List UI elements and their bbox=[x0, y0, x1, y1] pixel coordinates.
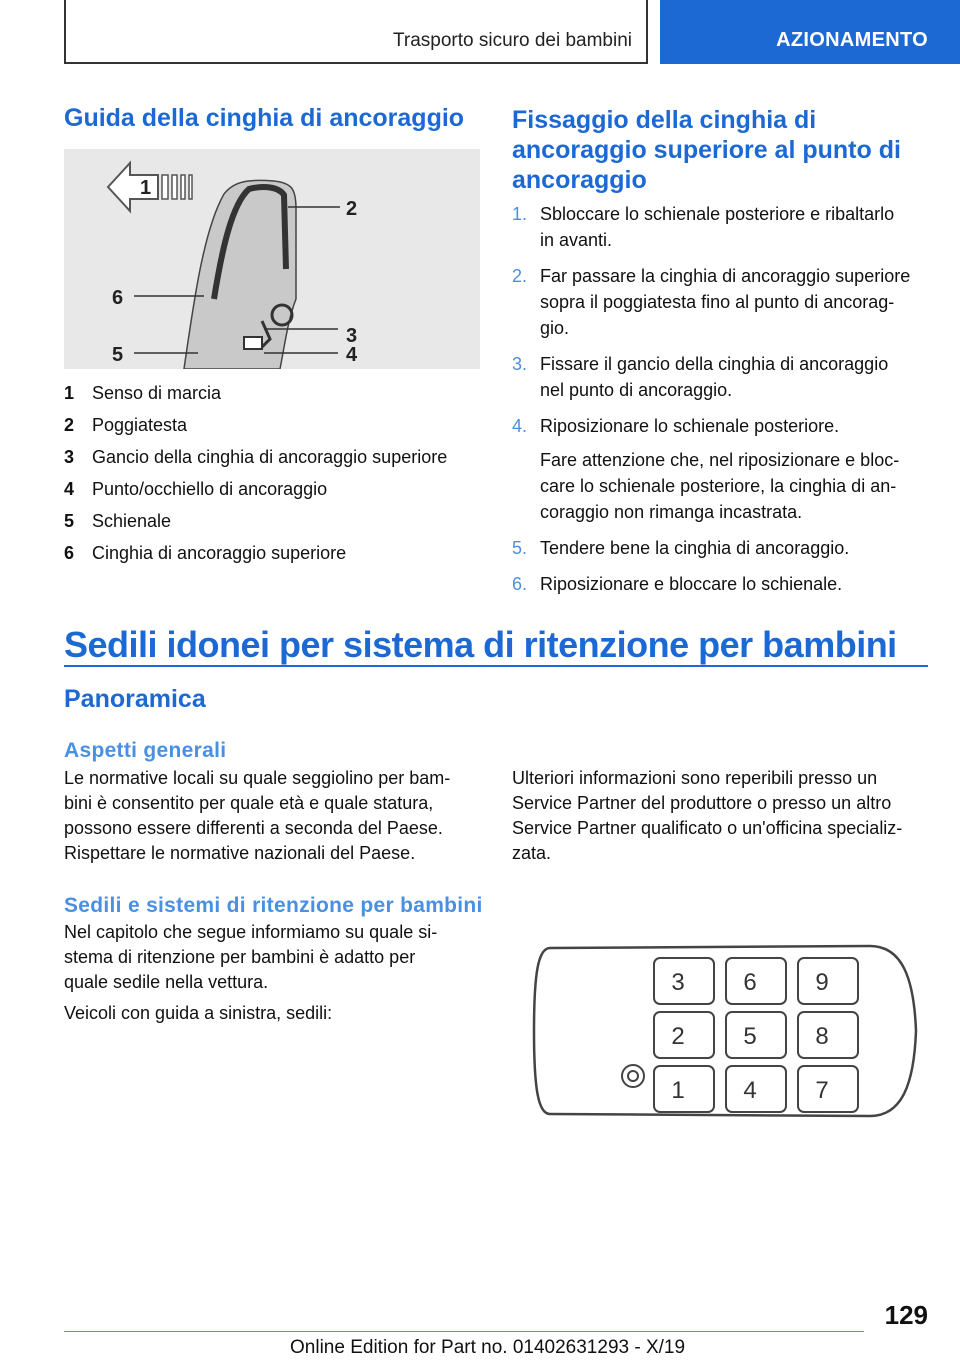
step-num: 1. bbox=[512, 204, 528, 224]
legend-item bbox=[64, 543, 480, 575]
callout-6: 6 bbox=[112, 287, 124, 309]
section-title: Sedili idonei per sistema di ritenzione per bambini bbox=[64, 624, 897, 665]
step-num: 2. bbox=[512, 266, 528, 286]
paragraph-line: bini è consentito per quale età e quale statura, bbox=[64, 793, 434, 813]
paragraph-line: Ulteriori informazioni sono reperibili presso un bbox=[512, 768, 878, 788]
legend-item bbox=[64, 415, 480, 447]
legend-item bbox=[64, 447, 480, 479]
header-chapter-box bbox=[64, 0, 648, 64]
seat-number: 4 bbox=[743, 1077, 757, 1104]
seats-heading: Sedili e sistemi di ritenzione per bambini bbox=[64, 894, 483, 917]
footer-rule bbox=[64, 1331, 864, 1332]
paragraph-line: Rispettare le normative nazionali del Paese. bbox=[64, 843, 416, 863]
callout-1: 1 bbox=[140, 177, 152, 199]
legend-num: 5 bbox=[64, 511, 75, 531]
fixing-heading-line: ancoraggio bbox=[512, 166, 647, 194]
legend-item bbox=[64, 383, 480, 415]
step-num: 4. bbox=[512, 416, 528, 436]
general-heading: Aspetti generali bbox=[64, 739, 227, 762]
step-item bbox=[512, 413, 932, 525]
seat-number: 1 bbox=[671, 1077, 685, 1104]
step-text: gio. bbox=[540, 318, 570, 338]
section-title-rule bbox=[64, 665, 928, 667]
step-item bbox=[512, 351, 932, 403]
legend-text: Gancio della cinghia di ancoraggio superiore bbox=[92, 447, 448, 467]
legend-num: 6 bbox=[64, 543, 75, 563]
step-note-line: Fare attenzione che, nel riposizionare e bloc- bbox=[540, 450, 900, 470]
fixing-steps bbox=[512, 201, 932, 607]
seat-layout-figure bbox=[530, 938, 920, 1124]
step-note bbox=[540, 447, 899, 525]
seat-number: 6 bbox=[743, 969, 757, 996]
general-left-paragraph bbox=[64, 766, 484, 866]
step-item bbox=[512, 201, 932, 253]
seats-lhd-paragraph: Veicoli con guida a sinistra, sedili: bbox=[64, 1003, 333, 1023]
callout-5: 5 bbox=[112, 344, 124, 366]
paragraph-line: quale sedile nella vettura. bbox=[64, 972, 269, 992]
footer-edition: Online Edition for Part no. 01402631293 - X/19 bbox=[290, 1337, 686, 1358]
seat-number: 7 bbox=[815, 1077, 829, 1104]
seat-number: 5 bbox=[743, 1023, 757, 1050]
figure-legend bbox=[64, 383, 480, 575]
paragraph-line: Le normative locali su quale seggiolino per bam- bbox=[64, 768, 451, 788]
step-text: Riposizionare lo schienale posteriore. bbox=[540, 416, 840, 436]
step-text: in avanti. bbox=[540, 230, 613, 250]
step-num: 5. bbox=[512, 538, 528, 558]
legend-text: Senso di marcia bbox=[92, 383, 222, 403]
header-section-tab bbox=[660, 0, 960, 64]
step-item bbox=[512, 535, 932, 561]
seat-layout-illustration bbox=[530, 938, 920, 1124]
seats-paragraph bbox=[64, 920, 484, 995]
fixing-heading-line: ancoraggio superiore al punto di bbox=[512, 136, 901, 164]
callout-4: 4 bbox=[346, 344, 358, 366]
step-num: 6. bbox=[512, 574, 528, 594]
callout-2: 2 bbox=[346, 198, 358, 220]
step-note-line: coraggio non rimanga incastrata. bbox=[540, 502, 803, 522]
legend-num: 4 bbox=[64, 479, 75, 499]
step-text: Riposizionare e bloccare lo schienale. bbox=[540, 574, 843, 594]
section-label: AZIONAMENTO bbox=[776, 29, 928, 51]
paragraph-line: Service Partner del produttore o presso un altro bbox=[512, 793, 892, 813]
chapter-title: Trasporto sicuro dei bambini bbox=[392, 30, 632, 51]
legend-num: 1 bbox=[64, 383, 75, 403]
seat-number: 2 bbox=[671, 1023, 685, 1050]
paragraph-line: Nel capitolo che segue informiamo su quale si- bbox=[64, 922, 438, 942]
step-text: Sbloccare lo schienale posteriore e ribaltarlo bbox=[540, 204, 895, 224]
fixing-heading bbox=[512, 105, 932, 195]
step-text: Tendere bene la cinghia di ancoraggio. bbox=[540, 538, 850, 558]
legend-num: 3 bbox=[64, 447, 75, 467]
general-right-paragraph bbox=[512, 766, 932, 866]
legend-item bbox=[64, 511, 480, 543]
legend-num: 2 bbox=[64, 415, 75, 435]
paragraph-line: possono essere differenti a seconda del Paese. bbox=[64, 818, 443, 838]
paragraph-line: Service Partner qualificato o un'officina specializ- bbox=[512, 818, 903, 838]
fixing-heading-line: Fissaggio della cinghia di bbox=[512, 106, 817, 134]
step-text: nel punto di ancoraggio. bbox=[540, 380, 733, 400]
legend-text: Cinghia di ancoraggio superiore bbox=[92, 543, 347, 563]
anchor-guide-heading: Guida della cinghia di ancoraggio bbox=[64, 104, 465, 132]
step-item bbox=[512, 571, 932, 597]
step-num: 3. bbox=[512, 354, 528, 374]
legend-text: Poggiatesta bbox=[92, 415, 188, 435]
headrest-figure bbox=[64, 149, 480, 369]
step-text: Fissare il gancio della cinghia di ancoraggio bbox=[540, 354, 889, 374]
seat-number: 3 bbox=[671, 969, 685, 996]
callout-3: 3 bbox=[346, 325, 358, 347]
step-text: sopra il poggiatesta fino al punto di ancorag- bbox=[540, 292, 895, 312]
page-number: 129 bbox=[884, 1300, 928, 1330]
headrest-illustration bbox=[64, 149, 480, 369]
legend-text: Punto/occhiello di ancoraggio bbox=[92, 479, 328, 499]
seat-number: 9 bbox=[815, 969, 829, 996]
legend-item bbox=[64, 479, 480, 511]
overview-heading: Panoramica bbox=[64, 685, 206, 713]
paragraph-line: stema di ritenzione per bambini è adatto per bbox=[64, 947, 416, 967]
step-text: Far passare la cinghia di ancoraggio superiore bbox=[540, 266, 911, 286]
paragraph-line: zata. bbox=[512, 843, 552, 863]
step-item bbox=[512, 263, 932, 341]
legend-text: Schienale bbox=[92, 511, 172, 531]
step-note-line: care lo schienale posteriore, la cinghia di an- bbox=[540, 476, 897, 496]
seat-number: 8 bbox=[815, 1023, 829, 1050]
